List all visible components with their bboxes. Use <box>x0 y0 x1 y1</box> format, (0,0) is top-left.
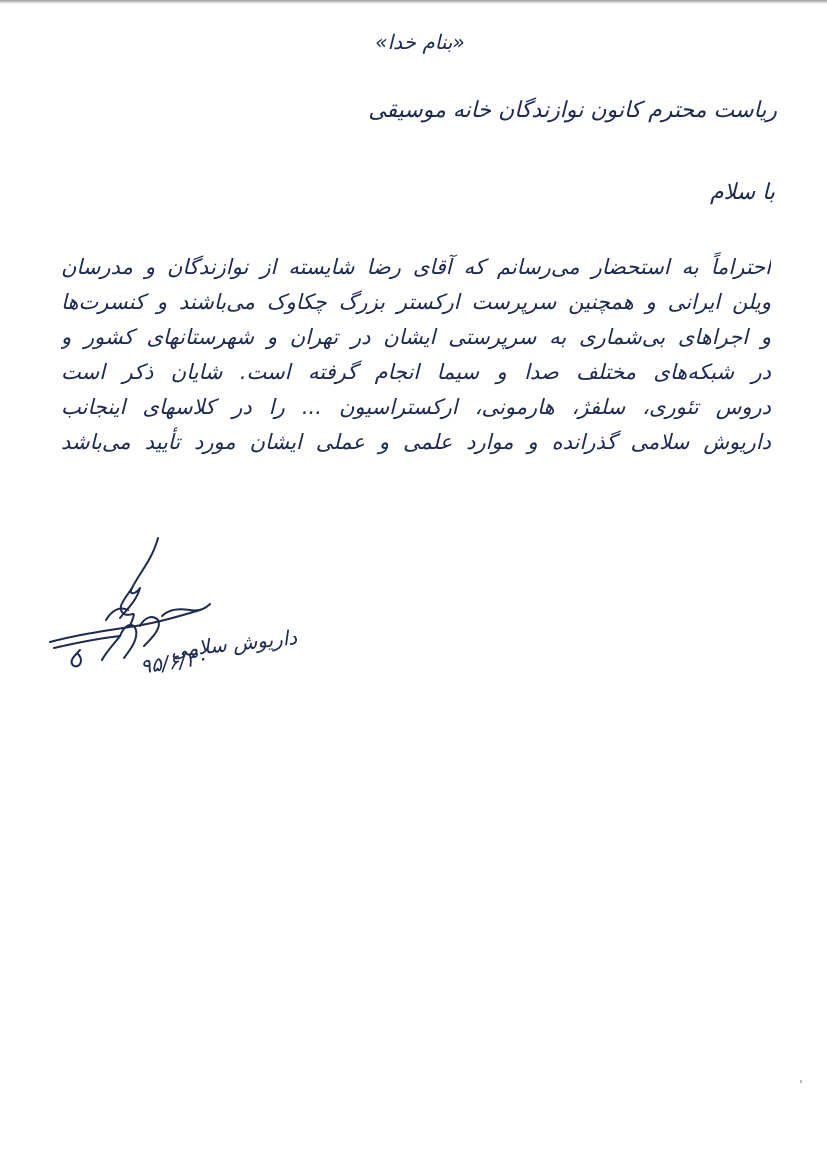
signer-name: داریوش سلامی <box>169 625 299 663</box>
body-line: داریوش سلامی گذرانده و موارد علمی و عملی ایشان مورد تأیید می‌باشد <box>61 430 771 454</box>
letter-date: ۹۵/۶/۳۰ <box>138 645 209 679</box>
letter-salutation: ریاست محترم کانون نوازندگان خانه موسیقی <box>368 98 777 123</box>
body-line: احتراماً به استحضار می‌رسانم که آقای رضا شایسته از نوازندگان و مدرسان <box>61 255 771 279</box>
body-line: ویلن ایرانی و همچنین سرپرست ارکستر بزرگ چکاوک می‌باشند و کنسرت‌ها <box>61 290 771 314</box>
letter-heading: «بنام خدا» <box>375 30 465 54</box>
body-line: در شبکه‌های مختلف صدا و سیما انجام گرفته است. شایان ذکر است <box>61 360 771 384</box>
letter-greeting: با سلام <box>709 180 775 205</box>
body-line: دروس تئوری، سلفژ، هارمونی، ارکستراسیون ... را در کلاسهای اینجانب <box>61 395 771 419</box>
scan-edge <box>0 0 827 4</box>
letter-body <box>61 250 771 460</box>
body-line: و اجراهای بی‌شماری به سرپرستی ایشان در تهران و شهرستانهای کشور و <box>61 325 771 349</box>
scan-speck <box>800 1080 802 1083</box>
